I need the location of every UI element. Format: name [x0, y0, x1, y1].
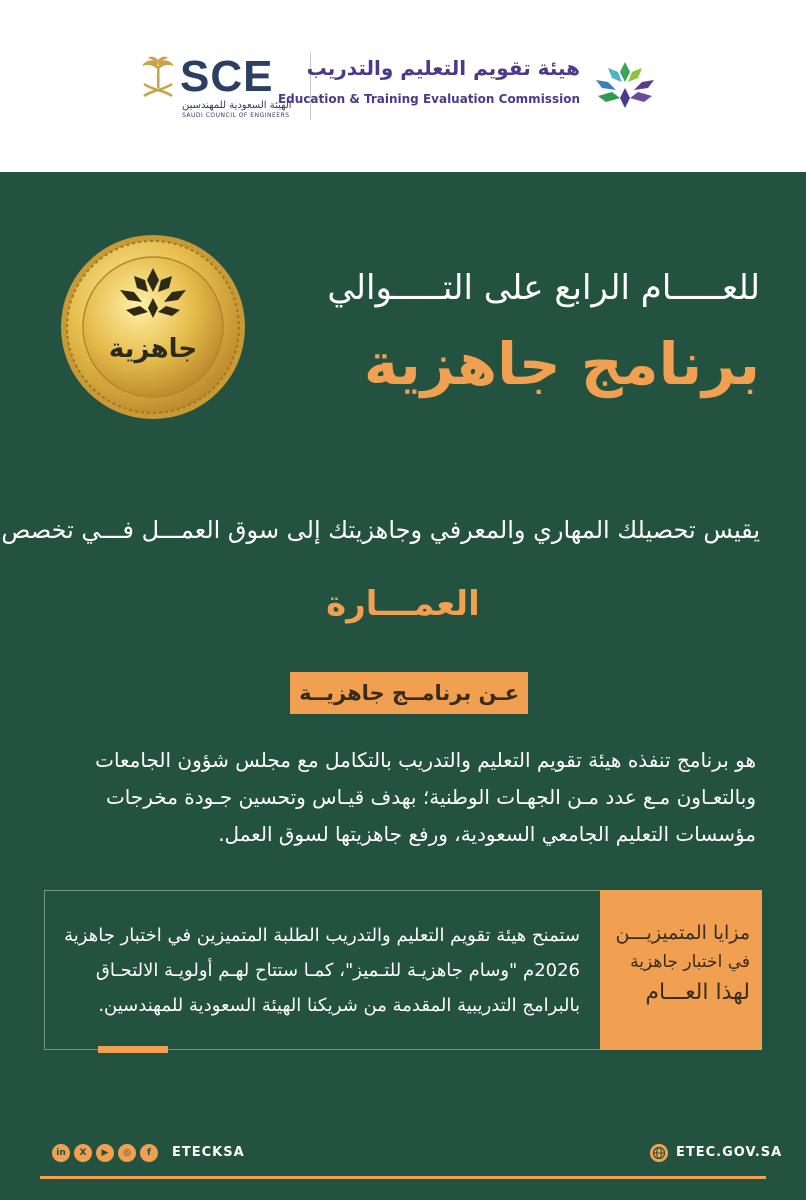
footer-line	[40, 1176, 766, 1179]
palm-swords-icon	[140, 56, 176, 100]
benefits-side-line3: لهذا العـــام	[645, 980, 750, 1005]
sce-name-arabic: الهيئة السعودية للمهندسين	[182, 100, 292, 111]
header-bar	[0, 0, 806, 172]
hero-title: برنامج جاهزية	[363, 330, 760, 398]
facebook-icon[interactable]: f	[140, 1144, 158, 1162]
benefits-accent-bar	[98, 1046, 168, 1053]
etec-emblem-icon	[588, 58, 662, 114]
social-handle[interactable]: ETECKSA	[172, 1145, 245, 1160]
major-name: العمـــارة	[326, 584, 480, 624]
sce-logo	[140, 52, 290, 122]
benefits-paragraph: ستمنح هيئة تقويم التعليم والتدريب الطلبة المتميزين في اختبار جاهزية 2026م "وسام جاهزيـة للتـميز"، كمـا ستتاح لهـم أولويـة الالتحـاق بالبرامج التدريبية المقدمة من شريكنا الهيئة السعودية للمهندسين.	[64, 925, 580, 1016]
benefits-side-panel	[600, 890, 762, 1050]
program-measures-text: يقيس تحصيلك المهاري والمعرفي وجاهزيتك إلى سوق العمـــل فـــي تخصص	[1, 516, 760, 544]
seal-label: جاهزية	[108, 334, 198, 364]
youtube-icon[interactable]: ▶	[96, 1144, 114, 1162]
sce-wordmark: SCE	[180, 52, 274, 101]
about-section-badge: عـن برنامــج جاهزيــة	[290, 672, 528, 714]
linkedin-icon[interactable]: in	[52, 1144, 70, 1162]
globe-icon	[650, 1144, 668, 1162]
etec-name-arabic: هيئة تقويم التعليم والتدريب	[306, 56, 580, 80]
about-paragraph: هو برنامج تنفذه هيئة تقويم التعليم والتدريب بالتكامل مع مجلس شؤون الجامعات وبالتعـاون مـع عدد مـن الجهـات الوطنية؛ بهدف قيـاس وتحسين جـودة مخرجات مؤسسات التعليم الجامعي السعودية، ورفع جاهزيتها لسوق العمل.	[95, 748, 756, 846]
benefits-side-line1: مزايا المتميزيـــن	[615, 922, 750, 944]
etec-name-english: Education & Training Evaluation Commission	[277, 92, 580, 106]
hero-subtitle: للعـــــام الرابع على التـــــوالي	[327, 268, 760, 308]
gold-seal-icon	[58, 232, 248, 422]
sce-name-english: SAUDI COUNCIL OF ENGINEERS	[182, 112, 290, 119]
x-icon[interactable]: X	[74, 1144, 92, 1162]
website-link[interactable]: ETEC.GOV.SA	[676, 1145, 783, 1160]
benefits-side-line2: في اختبار جاهزية	[630, 952, 750, 972]
etec-logo	[277, 54, 672, 124]
instagram-icon[interactable]: ◎	[118, 1144, 136, 1162]
